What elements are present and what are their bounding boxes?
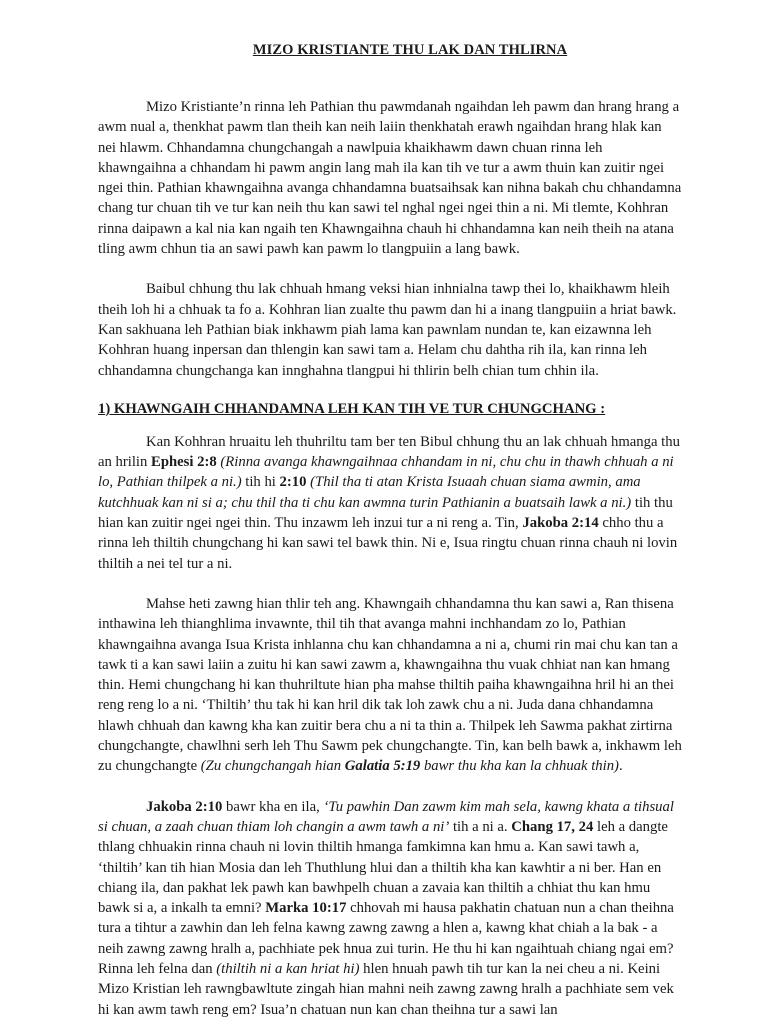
section-heading-1: 1) KHAWNGAIH CHHANDAMNA LEH KAN TIH VE TUR CHUNGCHANG :	[98, 400, 606, 417]
text-run: tih thu hian kan zuitir ngei ngei thin. Thu inzawm leh inzui tur a ni reng a. Tin,	[98, 494, 673, 532]
scripture-quote: (Rinna avanga khawngaihnaa chhandam in ni, chu chu in thawh chhuah a ni lo, Pathian thilpek a ni.)	[98, 454, 674, 491]
paragraph-grace-salvation	[98, 594, 682, 777]
scripture-reference: Ephesi 2:8	[151, 454, 217, 471]
scripture-quote: bawr thu kha kan la chhuak thin)	[420, 758, 619, 775]
scripture-quote: (thiltih ni a kan hriat hi)	[216, 960, 360, 977]
document-title: MIZO KRISTIANTE THU LAK DAN THLIRNA	[252, 42, 568, 58]
paragraph-james	[98, 797, 682, 1020]
scripture-reference: Marka 10:17	[265, 900, 347, 917]
paragraph-ephesians	[98, 432, 682, 574]
scripture-quote: ‘Tu pawhin Dan zawm kim mah sela, kawng khata a tihsual si chuan, a zaah chuan thiam loh changin a awm tawh a ni’	[98, 798, 674, 835]
text-run: bawr kha en ila,	[222, 798, 324, 815]
text-run: chhovah mi hausa pakhatin chatuan nun a chan theihna tura a tihtur a zawhin dan leh felna kawng zawng zawng a hlen a, kawng khat chiah a la bak - a neih zawng zawng hralh a, pachhiate pek hnua zui turin. He thu hi kan ngaihtuah chiang ngai em? Rinna leh felna dan	[98, 900, 674, 977]
scripture-reference: Jakoba 2:14	[522, 515, 599, 532]
text-run: tih a ni a.	[449, 818, 512, 835]
scripture-reference: Jakoba 2:10	[146, 798, 223, 815]
text-run: Kan Kohhran hruaitu leh thuhriltu tam ber ten Bibul chhung thu an lak chhuah hmanga thu an hrilin	[98, 433, 680, 471]
text-run: leh a dangte thlang chhuakin rinna chauh ni lovin thiltih hmanga famkimna kan hmu a. Kan sawi tawh a, ‘thiltih’ kan tih hian Mosia dan leh Thuthlung hlui dan a thiltih kha kan kawhtir a ni ber. Han en chiang ila, dan pakhat lek pawh kan bawhpelh chuan a zavaia kan thiltih a chhiat thu kan hmu bawk si a, a inkalh ta emni?	[98, 818, 668, 917]
text-run: chho thu a rinna leh thiltih chungchang hi kan sawi tel bawk thin. Ni e, Isua ringtu chuan rinna chauh ni lovin thiltih a nei tel tur a ni.	[98, 515, 678, 572]
paragraph-intro: Mizo Kristiante’n rinna leh Pathian thu pawmdanah ngaihdan leh pawm dan hrang hrang a awm nual a, thenkhat pawm tlan theih kan neih laiin thenkhatah erawh ngaihdan hrang hlak kan nei hlawm. Chhandamna chungchangah a nawlpuia khaikhawm dawn chuan rinna leh khawngaihna a chhandam hi pawm angin lang mah ila kan tih ve tur a awm thuin kan zuitir ngei ngei thin. Pathian khawngaihna avanga chhandamna buatsaihsak kan nihna bakah chu chhandamna chang tur chuan tih ve tur kan neih thu kan sawi tel nghal ngei ngei thin a ni. Mi tlemte, Kohhran rinna daipawn a kal nia kan ngaih ten Khawngaihna chauh hi chhandamna kan neih theih na atana tling awm chhun tia an sawi pawh kan pawm lo tlangpuiin a lang bawk.	[98, 99, 682, 258]
scripture-quote: (Zu chungchangah hian	[200, 758, 345, 775]
scripture-quote: (Thil tha ti atan Krista Isuaah chuan siama awmin, ama kutchhuak kan ni si a; chu thil tha ti chu kan awmna turin Pathianin a buatsaih lawk a ni.)	[98, 474, 641, 511]
scripture-reference: Chang 17, 24	[511, 818, 594, 835]
scripture-reference: Galatia 5:19	[344, 758, 421, 775]
text-run: Mahse heti zawng hian thlir teh ang. Khawngaih chhandamna thu kan sawi a, Ran thisena inthawina leh thianghlima invawnte, thil tih that avanga mahni inchhandam zo lo, Pathian khawngaihna avanga Isua Krista inhlanna chu kan chhandamna a ni a, chumi rin mai chu kan tan a tawk ti a kan sawi laiin a zuitu hi kan sawi zawm a, khawngaihna thu vuak chhiat nan kan hmang thin. Hemi chungchang hi kan thuhriltute hian pha mahse thiltih paiha khawngaihna hril hi an thei reng reng lo a ni. ‘Thiltih’ thu tak hi kan hril dik tak loh zawk chu a ni. Juda dana chhandamna hlawh chhuah dan kawng kha kan zuitir bera chu a ni ta thin a. Thilpek leh Sawma pakhat zirtirna chungchangte, chawlhni serh leh Thu Sawm pek chungchangte. Tin, kan belh bawk a, inkhawm leh zu chungchangte	[98, 595, 682, 775]
text-run: hlen hnuah pawh tih tur kan la nei cheu a ni. Keini Mizo Kristian leh rawngbawltute zingah hian mahni neih zawng zawng hralh a pachhiate sem vek hi kan awm tawh reng em? Isua’n chatuan nun kan chan theihna tur a sawi lan	[98, 960, 674, 1018]
paragraph-bible-views: Baibul chhung thu lak chhuah hmang veksi hian inhnialna tawp thei lo, khaikhawm hleih theih loh hi a chhuak ta fo a. Kohhran lian zualte thu pawm dan hi a inang tlangpuiin a hriat bawk. Kan sakhuana leh Pathian biak inkhawm piah lama kan pawnlam nundan te, kan eizawnna leh Kohhran huang inpersan dan thlengin kan sawi tam a. Helam chu dahtha rih ila, kan rinna leh chhandamna chungchanga kan innghahna tlangpui hi thlirin belh chian tum chhin ila.	[98, 281, 677, 379]
text-run: tih hi	[241, 474, 280, 491]
scripture-reference: 2:10	[279, 474, 307, 491]
text-run: .	[618, 758, 623, 775]
